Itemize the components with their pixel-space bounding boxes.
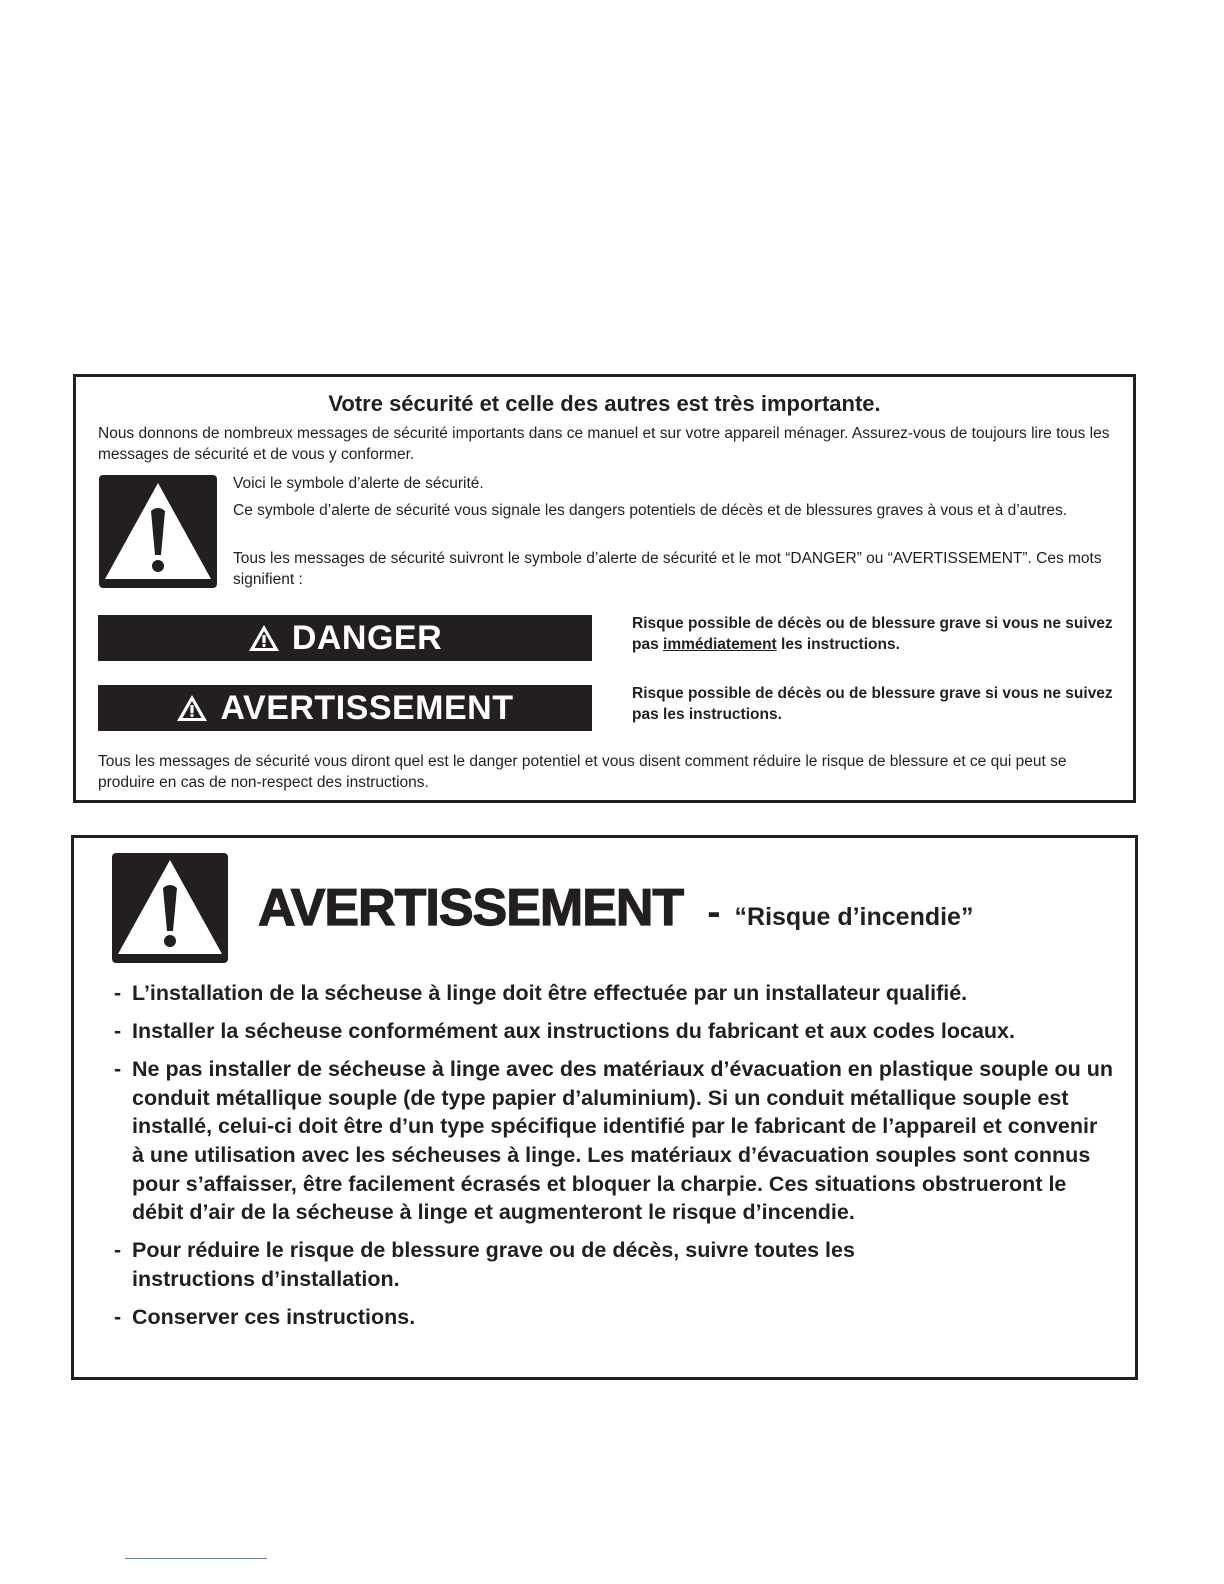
heading-subtitle: “Risque d’incendie” [734, 903, 974, 931]
safety-footer: Tous les messages de sécurité vous diront quel est le danger potentiel et vous disent comment réduire le risque de blessure et ce qui peut se produire en cas de non-respect des instructions. [98, 753, 1067, 791]
safety-message-box [73, 374, 1136, 803]
danger-signal-bar [98, 615, 592, 661]
safety-intro: Nous donnons de nombreux messages de sécurité importants dans ce manuel et sur votre appareil ménager. Assurez-vous de toujours lire tous les messages de sécurité et de vous y conformer. [98, 425, 1110, 463]
symbol-line-1: Voici le symbole d’alerte de sécurité. [233, 475, 484, 492]
list-item: - Installer la sécheuse conformément aux instructions du fabricant et aux codes locaux. [114, 1019, 1015, 1044]
fire-warning-list [114, 979, 1114, 1341]
safety-alert-triangle-icon [112, 853, 228, 963]
heading-word: AVERTISSEMENT [258, 879, 684, 937]
alert-triangle-icon [248, 623, 280, 653]
fire-warning-box [71, 835, 1138, 1380]
list-item: - Pour réduire le risque de blessure grave ou de décès, suivre toutes les instructions d’installation. [114, 1238, 855, 1291]
fire-warning-heading [258, 878, 973, 938]
safety-alert-triangle-icon [99, 475, 217, 588]
safety-title: Votre sécurité et celle des autres est très importante. [328, 391, 881, 416]
danger-label: DANGER [291, 618, 443, 657]
warning-signal-bar [98, 685, 592, 731]
symbol-line-2: Ce symbole d’alerte de sécurité vous signale les dangers potentiels de décès et de blessures graves à vous et à d’autres. [233, 502, 1068, 519]
list-item: - L’installation de la sécheuse à linge doit être effectuée par un installateur qualifié. [114, 981, 968, 1005]
divider [125, 1558, 267, 1559]
list-item: - Conserver ces instructions. [114, 1304, 416, 1329]
symbol-line-3: Tous les messages de sécurité suivront le symbole d’alerte de sécurité et le mot “DANGER” ou “AVERTISSEMENT”. Ces mots signifient : [233, 550, 1102, 588]
warning-description: Risque possible de décès ou de blessure grave si vous ne suivez pas les instructions. [632, 685, 1113, 723]
list-item: - Ne pas installer de sécheuse à linge avec des matériaux d’évacuation en plastique souple ou un conduit métallique souple (de type papier d’aluminium). Si un conduit métallique souple est installé, celui-ci doit être d’un type spécifique identifié par le fabricant de l’appareil et convenir à une utilisation avec les sécheuses à linge. Les matériaux d’évacuation souples sont connus pour s’affaisser, être facilement écrasés et bloquer la charpie. Ces situations obstrueront le débit d’air de la sécheuse à linge et augmenteront le risque d’incendie. [114, 1057, 1113, 1225]
danger-description: Risque possible de décès ou de blessure grave si vous ne suivez pas immédiatement les instructions. [632, 615, 1113, 653]
alert-triangle-icon [176, 693, 208, 723]
heading-dash: - [707, 890, 721, 934]
warning-label: AVERTISSEMENT [220, 688, 514, 727]
